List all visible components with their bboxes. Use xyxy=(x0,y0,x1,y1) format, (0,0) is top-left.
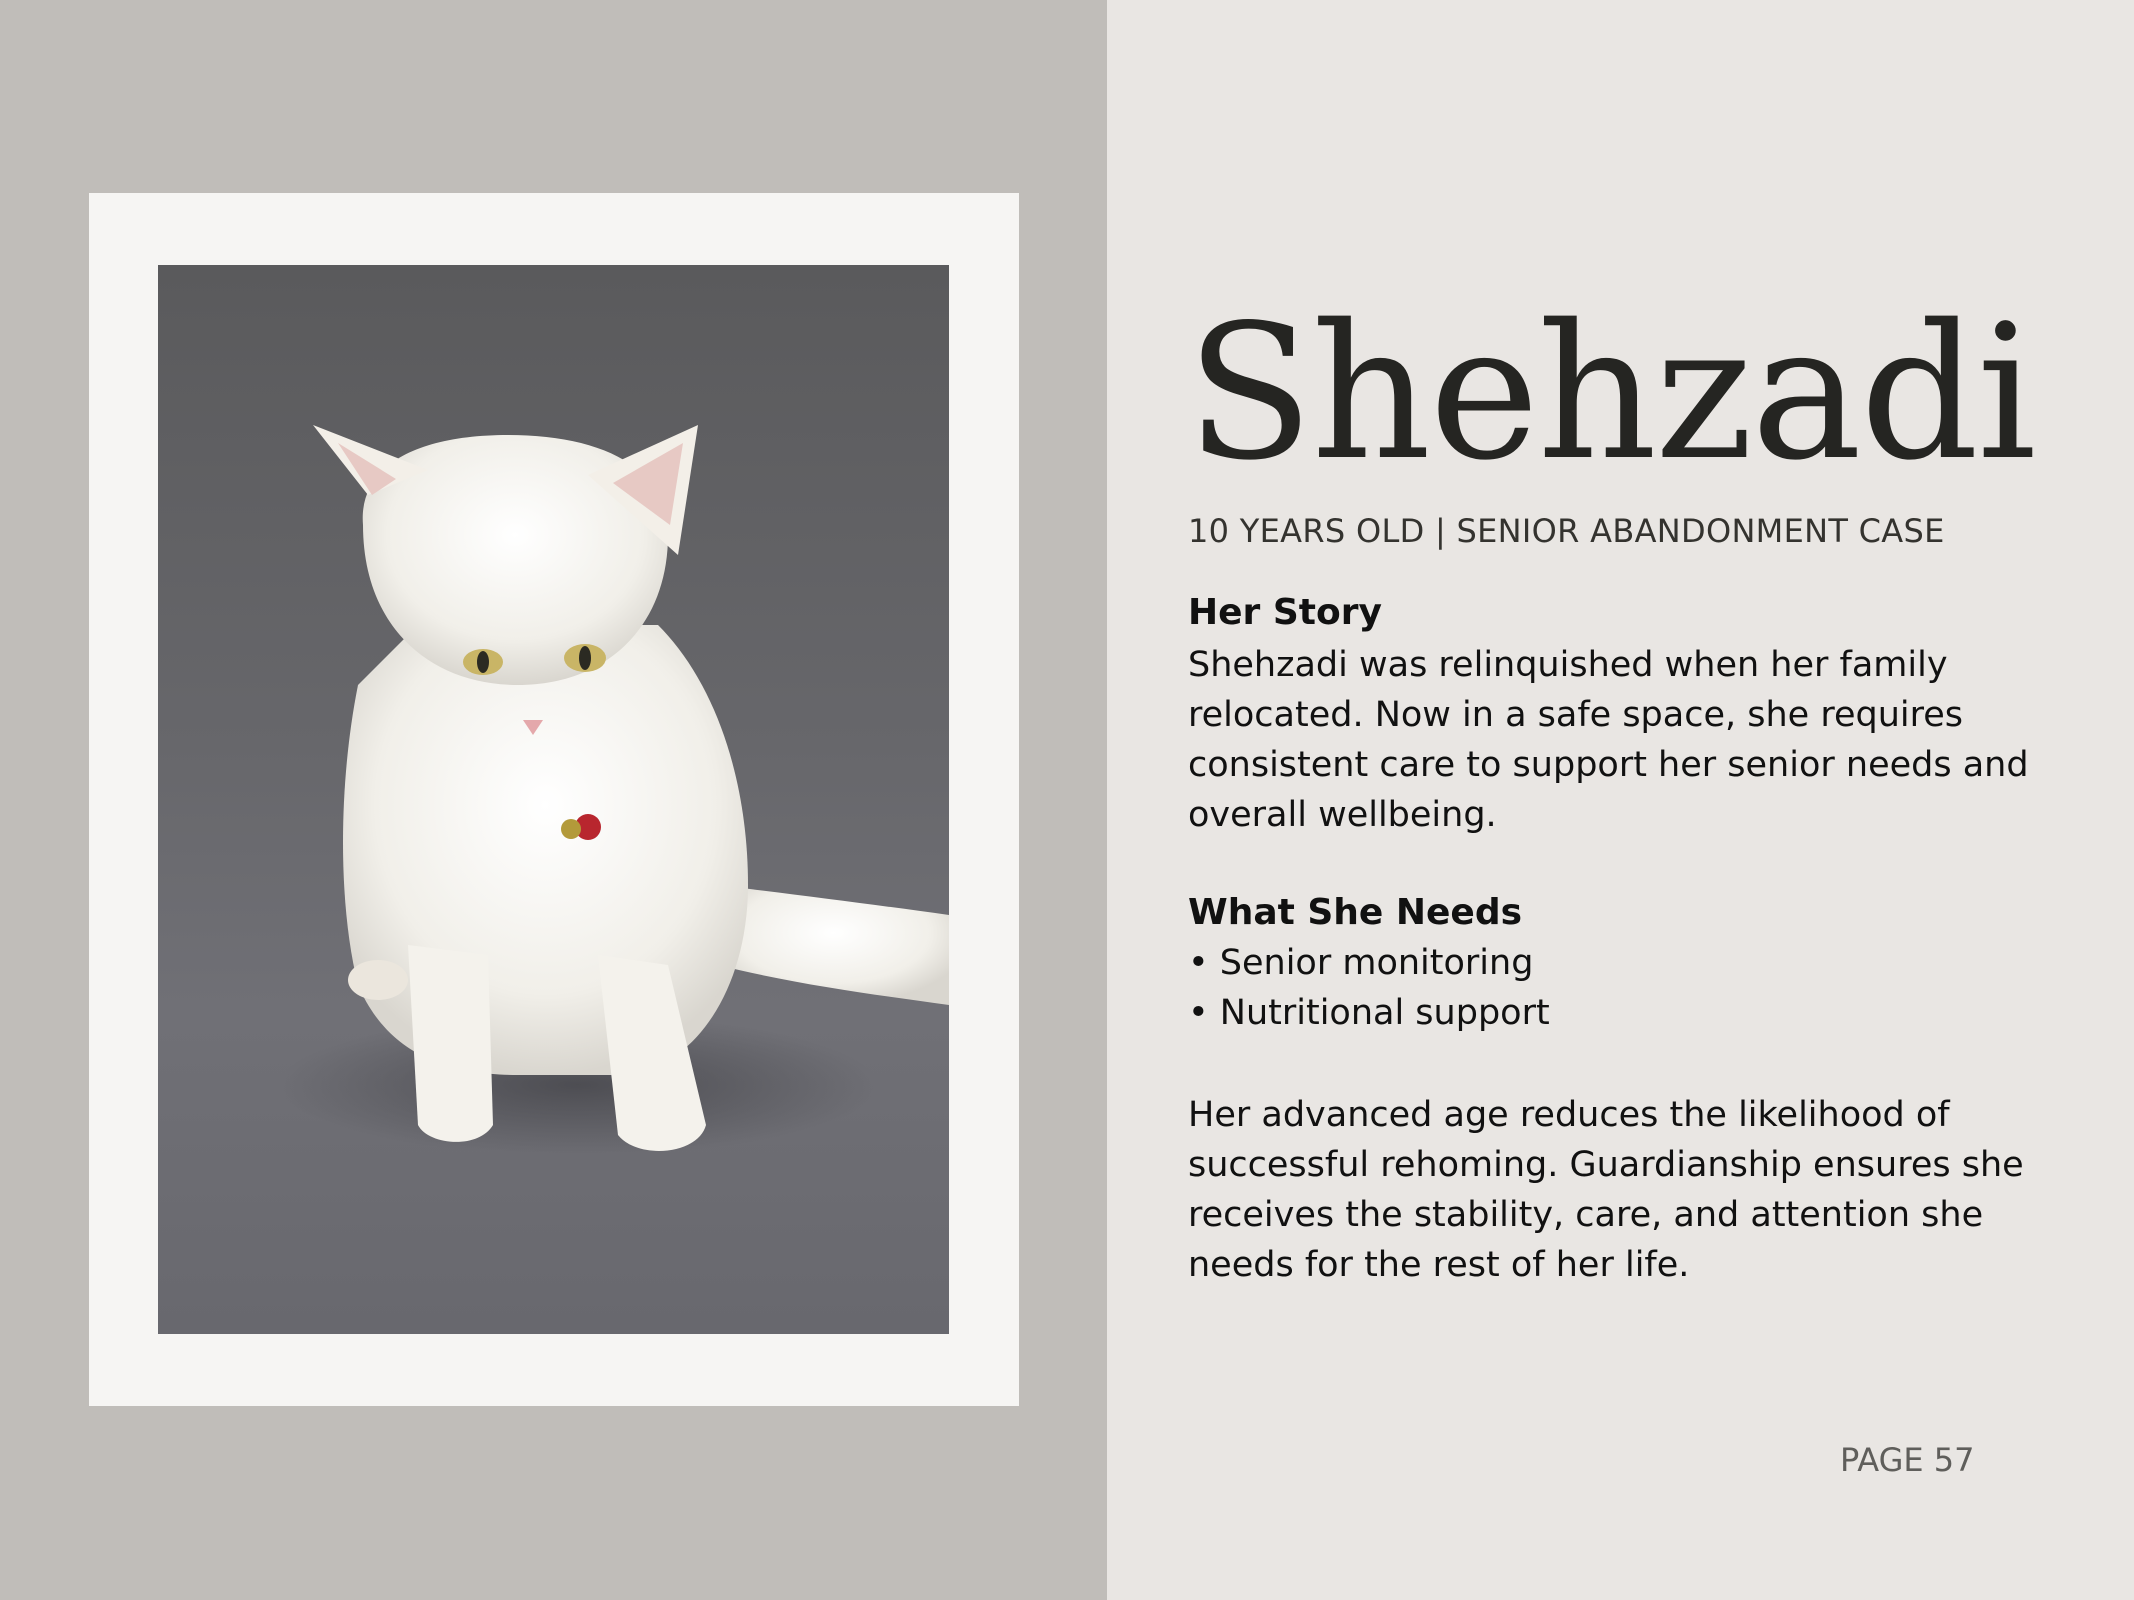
cat-name-title: Shehzadi xyxy=(1186,284,2035,501)
list-item: • Nutritional support xyxy=(1188,993,1550,1033)
story-heading: Her Story xyxy=(1188,592,1382,633)
list-item: • Senior monitoring xyxy=(1188,943,1534,983)
cat-subtitle: 10 YEARS OLD | SENIOR ABANDONMENT CASE xyxy=(1188,512,1945,550)
guardianship-text: Her advanced age reduces the likelihood of successful rehoming. Guardianship ensures she receives the stability, care, and attention she needs for the rest of her life. xyxy=(1188,1095,2024,1285)
photo-frame xyxy=(89,193,1019,1406)
cat-photo xyxy=(158,265,949,1334)
white-cat-illustration xyxy=(158,265,949,1334)
needs-list xyxy=(1188,938,1550,1038)
page-number: PAGE 57 xyxy=(1840,1441,1975,1479)
story-text: Shehzadi was relinquished when her family relocated. Now in a safe space, she requires consistent care to support her senior needs and overall wellbeing. xyxy=(1188,645,2029,835)
needs-heading: What She Needs xyxy=(1188,892,1523,933)
